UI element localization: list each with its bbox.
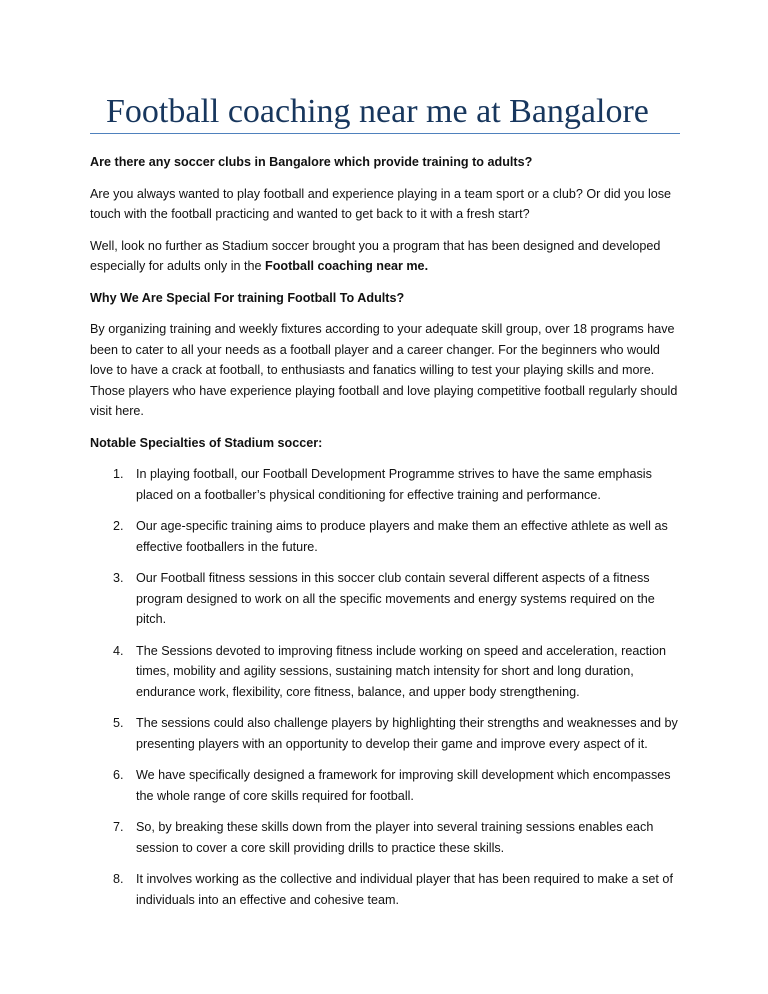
list-item-number: 6. bbox=[113, 768, 124, 782]
list-item bbox=[90, 817, 680, 858]
list-item-number: 7. bbox=[113, 820, 124, 834]
program-paragraph-text: Well, look no further as Stadium soccer brought you a program that has been designed and developed especially for adults only in the bbox=[90, 238, 661, 273]
list-item-text: It involves working as the collective and individual player that has been required to make a set of individuals into an effective and cohesive team. bbox=[136, 872, 673, 907]
programs-paragraph: By organizing training and weekly fixtures according to your adequate skill group, over 18 programs have been to cater to all your needs as a football player and a career changer. For the beginners who would love to have a crack at football, to enthusiasts and fanatics willing to test your playing skills and more. Those players who have experience playing football and love playing competitive football regularly should visit here. bbox=[90, 322, 678, 418]
list-item bbox=[90, 568, 680, 630]
list-item-text: In playing football, our Football Development Programme strives to have the same emphasis placed on a footballer’s physical conditioning for effective training and performance. bbox=[136, 467, 652, 502]
list-item-number: 1. bbox=[113, 467, 124, 481]
list-item-text: The sessions could also challenge players by highlighting their strengths and weaknesses and by presenting players with an opportunity to develop their game and improve every aspect of it. bbox=[136, 716, 678, 751]
list-item bbox=[90, 713, 680, 754]
list-item bbox=[90, 869, 680, 910]
program-paragraph-keyword: Football coaching near me. bbox=[265, 259, 429, 273]
specialties-list bbox=[90, 464, 680, 910]
list-item-number: 2. bbox=[113, 519, 124, 533]
list-item bbox=[90, 641, 680, 703]
list-item-number: 8. bbox=[113, 872, 124, 886]
program-paragraph bbox=[90, 236, 680, 277]
why-heading: Why We Are Special For training Football To Adults? bbox=[90, 290, 405, 305]
list-item bbox=[90, 765, 680, 806]
list-item-text: We have specifically designed a framework for improving skill development which encompasses the whole range of core skills required for football. bbox=[136, 768, 671, 803]
list-item-text: Our Football fitness sessions in this soccer club contain several different aspects of a fitness program designed to work on all the specific movements and energy systems required on the pitch. bbox=[136, 571, 655, 626]
question-heading: Are there any soccer clubs in Bangalore which provide training to adults? bbox=[90, 155, 533, 169]
title-divider bbox=[90, 133, 680, 134]
intro-paragraph: Are you always wanted to play football and experience playing in a team sport or a club? Or did you lose touch with the football practicing and wanted to get back to it with a fresh start? bbox=[90, 186, 672, 221]
list-item bbox=[90, 464, 680, 505]
specialties-heading: Notable Specialties of Stadium soccer: bbox=[90, 435, 323, 450]
list-item-number: 3. bbox=[113, 571, 124, 585]
list-item-text: Our age-specific training aims to produce players and make them an effective athlete as well as effective footballers in the future. bbox=[136, 519, 668, 554]
page-title: Football coaching near me at Bangalore bbox=[106, 93, 649, 130]
list-item-number: 5. bbox=[113, 716, 124, 730]
list-item-text: So, by breaking these skills down from the player into several training sessions enables each session to cover a core skill providing drills to practice these skills. bbox=[136, 820, 654, 855]
list-item-number: 4. bbox=[113, 643, 124, 658]
document-body bbox=[90, 152, 680, 921]
list-item-text: The Sessions devoted to improving fitness include working on speed and acceleration, reaction times, mobility and agility sessions, sustaining match intensity for short and long duration, endurance work, flexibility, core fitness, balance, and upper body strengthening. bbox=[136, 643, 666, 699]
list-item bbox=[90, 516, 680, 557]
